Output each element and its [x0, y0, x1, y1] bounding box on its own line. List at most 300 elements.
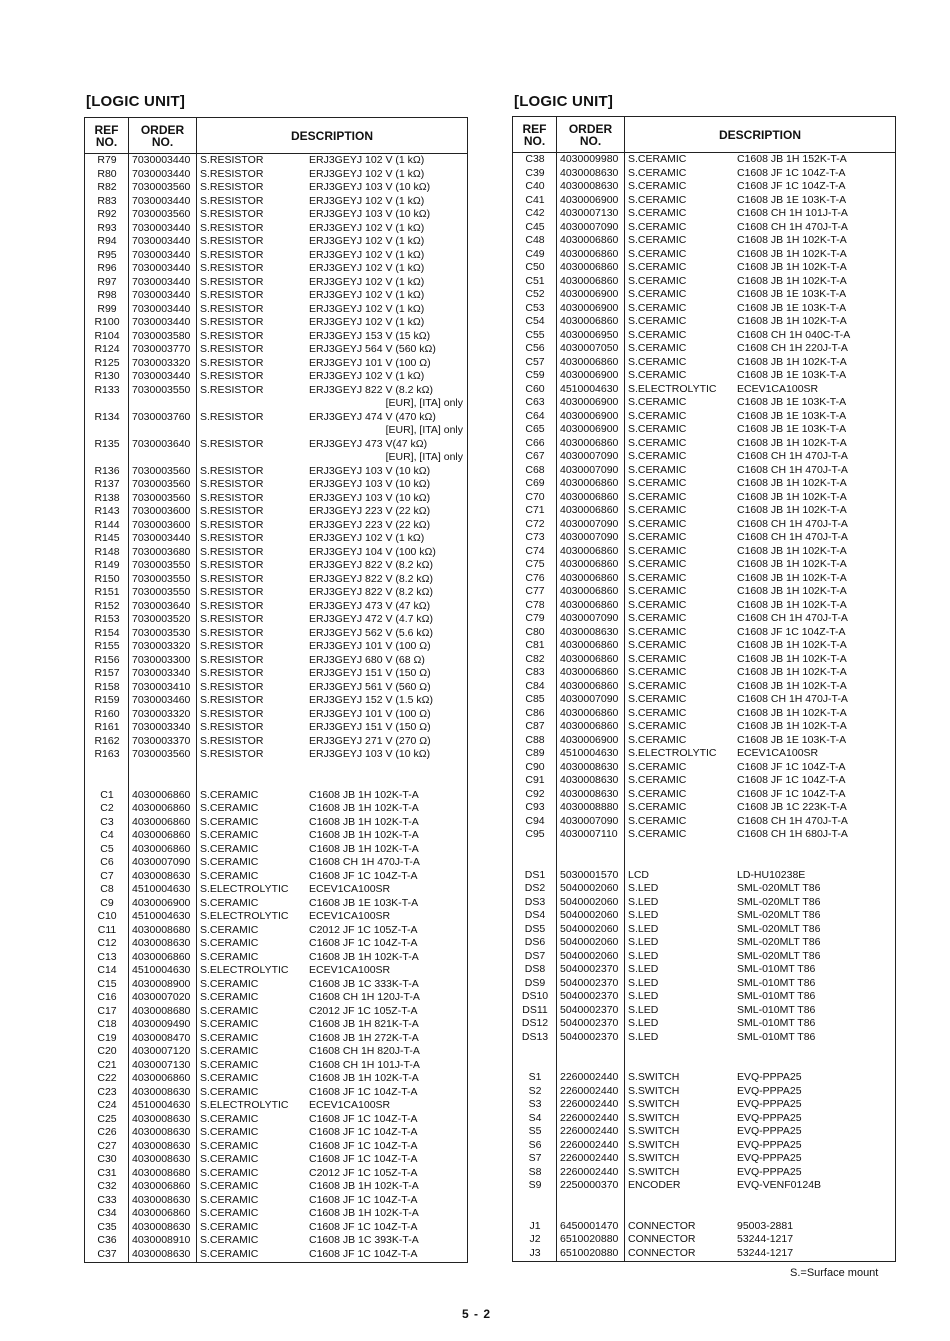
table-row: [85, 519, 467, 533]
ref-no-cell: R97: [97, 275, 117, 288]
order-no-cell: 5040002060: [560, 882, 619, 894]
table-row: [85, 1059, 467, 1073]
order-no-cell: 4030006860: [132, 1207, 191, 1219]
part-type-cell: S.RESISTOR: [200, 302, 264, 315]
table-row: [85, 816, 467, 830]
part-number-cell: C1608 JF 1C 104Z-T-A: [737, 774, 846, 786]
order-no-cell: 7030003440: [132, 275, 191, 288]
ref-no-cell: R148: [94, 545, 120, 558]
part-number-cell: C1608 CH 1H 470J-T-A: [737, 814, 848, 827]
table-row: [513, 342, 895, 356]
order-no-cell: 7030003340: [132, 721, 191, 733]
ref-no-cell: R134: [94, 410, 120, 423]
ref-no-cell: R144: [94, 518, 120, 531]
part-number-cell: SML-010MT T86: [737, 990, 816, 1002]
part-type-cell: S.CERAMIC: [628, 355, 687, 368]
part-number-cell: 53244-1217: [737, 1233, 794, 1245]
part-number-cell: SML-020MLT T86: [737, 909, 821, 921]
part-number-cell: [733, 1058, 895, 1072]
ref-no-cell: R99: [97, 302, 117, 315]
ref-no-cell: R125: [94, 356, 120, 369]
ref-no-cell: [85, 424, 129, 438]
order-no-cell: 4030009980: [560, 153, 619, 165]
table-row: [513, 437, 895, 451]
part-number-cell: C2012 JF 1C 105Z-T-A: [309, 923, 418, 936]
ref-no-cell: C90: [525, 760, 545, 773]
ref-no-cell: [85, 451, 129, 465]
part-type-cell: S.RESISTOR: [200, 545, 264, 558]
order-no-cell: 4510004630: [132, 964, 191, 976]
table-row: [513, 963, 895, 977]
table-row: [513, 153, 895, 167]
table-row: [85, 1194, 467, 1208]
table-row: [513, 491, 895, 505]
order-no-cell: 4030006900: [560, 396, 619, 408]
order-no-cell: 4030006860: [560, 247, 619, 260]
part-number-cell: C1608 CH 1H 470J-T-A: [737, 450, 848, 462]
part-type-cell: S.RESISTOR: [200, 653, 264, 666]
order-no-cell: 4030008680: [132, 1004, 191, 1017]
part-number-cell: C1608 JF 1C 104Z-T-A: [309, 1085, 418, 1098]
part-type-cell: S.RESISTOR: [200, 167, 264, 180]
order-no-cell: 4510004630: [560, 382, 619, 395]
order-no-cell: 4510004630: [560, 747, 619, 759]
order-no-cell: 4030006900: [560, 369, 619, 381]
table-row: [85, 1167, 467, 1181]
column-divider: [556, 153, 557, 1261]
order-no-cell: 4030008630: [560, 180, 619, 192]
table-row: [85, 964, 467, 978]
order-no-cell: 4030008630: [132, 1153, 191, 1165]
part-type-cell: S.CERAMIC: [628, 436, 687, 449]
part-number-cell: C1608 JB 1H 102K-T-A: [737, 720, 847, 732]
order-no-cell: 4030009490: [132, 1018, 191, 1030]
part-type-cell: CONNECTOR: [628, 1233, 696, 1245]
order-no-cell: 7030003320: [132, 640, 191, 652]
description-note-cell: [EUR], [ITA] only: [385, 424, 463, 436]
ref-no-cell: DS9: [524, 976, 546, 989]
order-no-cell: 4030008630: [560, 774, 619, 786]
table-row: [513, 504, 895, 518]
part-number-cell: C2012 JF 1C 105Z-T-A: [309, 1166, 418, 1179]
table-row: [85, 991, 467, 1005]
part-type-cell: S.CERAMIC: [200, 1153, 259, 1165]
table-row: [85, 924, 467, 938]
table-row: [513, 801, 895, 815]
order-no-cell: 4030008880: [560, 801, 619, 813]
part-number-cell: ERJ3GEYJ 223 V (22 kΩ): [309, 518, 431, 531]
ref-no-cell: C88: [525, 733, 545, 746]
table-row: [513, 585, 895, 599]
table-row: [85, 1072, 467, 1086]
part-type-cell: [625, 1193, 733, 1207]
order-no-cell: 7030003640: [132, 437, 191, 450]
part-number-cell: ERJ3GEYJ 561 V (560 Ω): [309, 680, 431, 693]
part-type-cell: S.CERAMIC: [628, 571, 687, 584]
ref-no-cell: C60: [525, 382, 545, 395]
ref-no-cell: C35: [97, 1220, 117, 1233]
ref-no-cell: R156: [94, 653, 120, 666]
part-number-cell: [733, 855, 895, 869]
part-number-cell: ERJ3GEYJ 223 V (22 kΩ): [309, 505, 431, 517]
order-no-cell: [129, 397, 197, 411]
ref-no-cell: C34: [97, 1207, 117, 1219]
part-number-cell: ERJ3GEYJ 473 V(47 kΩ): [309, 437, 428, 450]
part-number-cell: ERJ3GEYJ 103 V (10 kΩ): [309, 208, 431, 220]
note-row: [85, 451, 467, 465]
ref-no-cell: C7: [100, 869, 114, 882]
part-number-cell: C1608 JB 1H 102K-T-A: [309, 1072, 419, 1084]
order-no-cell: 4030006860: [132, 788, 191, 801]
part-number-cell: ERJ3GEYJ 102 V (1 kΩ): [309, 221, 425, 234]
part-type-cell: S.CERAMIC: [200, 1112, 259, 1125]
order-no-cell: 7030003320: [132, 356, 191, 369]
table-row: [85, 762, 467, 776]
table-row: [513, 626, 895, 640]
part-number-cell: C1608 JB 1E 103K-T-A: [737, 396, 847, 408]
part-type-cell: S.RESISTOR: [200, 667, 264, 679]
ref-no-cell: C14: [97, 964, 117, 976]
order-no-header: ORDER NO.: [129, 118, 197, 153]
ref-no-cell: C3: [100, 815, 114, 828]
ref-no-cell: C67: [525, 450, 545, 462]
part-type-cell: S.CERAMIC: [628, 261, 687, 273]
table-row: [85, 748, 467, 762]
table-row: [85, 438, 467, 452]
part-number-cell: C1608 JF 1C 104Z-T-A: [309, 1220, 418, 1233]
part-type-cell: [625, 1044, 733, 1058]
ref-no-cell: R82: [97, 181, 117, 193]
ref-no-cell: R155: [94, 640, 120, 652]
ref-no-cell: C33: [97, 1193, 117, 1206]
part-type-cell: S.RESISTOR: [200, 464, 264, 477]
ref-no-cell: DS4: [524, 909, 546, 921]
page-number: 5 - 2: [462, 1307, 492, 1321]
order-no-cell: 6510020880: [560, 1233, 619, 1245]
ref-no-cell: C64: [525, 409, 545, 422]
order-no-cell: 7030003440: [132, 262, 191, 274]
part-type-cell: S.CERAMIC: [200, 842, 259, 855]
part-type-cell: S.RESISTOR: [200, 707, 264, 720]
order-no-cell: [129, 775, 197, 789]
part-type-cell: S.CERAMIC: [628, 544, 687, 557]
order-no-cell: 4030007020: [132, 991, 191, 1003]
part-type-cell: S.CERAMIC: [200, 1166, 259, 1179]
part-number-cell: C1608 JB 1E 103K-T-A: [737, 423, 847, 435]
part-type-cell: S.CERAMIC: [628, 706, 687, 719]
table-row: [85, 505, 467, 519]
ref-no-cell: C45: [525, 220, 545, 233]
part-number-cell: C1608 JF 1C 104Z-T-A: [309, 1153, 418, 1165]
part-type-cell: S.LED: [628, 895, 659, 908]
table-row: [513, 275, 895, 289]
order-no-cell: 7030003440: [132, 532, 191, 544]
part-type-cell: S.CERAMIC: [628, 396, 687, 408]
part-number-cell: C1608 JB 1C 223K-T-A: [737, 801, 847, 813]
part-number-cell: ERJ3GEYJ 822 V (8.2 kΩ): [309, 383, 433, 396]
part-number-cell: C1608 JF 1C 104Z-T-A: [309, 1126, 418, 1138]
table-row: [85, 262, 467, 276]
part-number-cell: C1608 JB 1H 102K-T-A: [309, 802, 419, 814]
part-number-cell: ERJ3GEYJ 680 V (68 Ω): [309, 653, 425, 666]
part-number-cell: ERJ3GEYJ 822 V (8.2 kΩ): [309, 586, 433, 598]
table-row: [513, 680, 895, 694]
part-number-cell: 95003-2881: [737, 1219, 794, 1232]
order-no-cell: 7030003640: [132, 599, 191, 612]
ref-no-cell: S3: [528, 1098, 542, 1110]
order-no-cell: 2260002440: [560, 1084, 619, 1097]
part-number-cell: SML-020MLT T86: [737, 895, 821, 908]
order-no-cell: 4030006860: [560, 544, 619, 557]
table-row: [85, 1207, 467, 1221]
part-number-cell: C1608 JB 1H 102K-T-A: [737, 598, 847, 611]
order-no-cell: 4030008680: [132, 1166, 191, 1179]
ref-no-cell: C83: [525, 666, 545, 678]
ref-no-cell: R80: [97, 167, 117, 180]
order-no-cell: [557, 1206, 625, 1220]
column-divider: [196, 154, 197, 1262]
table-row: [513, 1220, 895, 1234]
description-header: DESCRIPTION: [290, 128, 373, 143]
order-no-cell: 4030008630: [132, 1126, 191, 1138]
table-row: [513, 1125, 895, 1139]
table-row: [85, 1099, 467, 1113]
table-row: [85, 289, 467, 303]
order-no-cell: 4030008630: [132, 937, 191, 949]
part-number-cell: ECEV1CA100SR: [309, 883, 391, 895]
part-number-cell: EVQ-PPPA25: [737, 1084, 802, 1097]
part-type-cell: S.CERAMIC: [628, 652, 687, 665]
order-no-cell: 4030006860: [560, 652, 619, 665]
order-no-cell: 4030006860: [560, 558, 619, 570]
ref-no-cell: C84: [525, 679, 545, 692]
order-no-cell: 7030003440: [132, 154, 191, 166]
part-number-cell: C1608 JF 1C 104Z-T-A: [737, 166, 846, 179]
ref-no-cell: R153: [94, 613, 120, 625]
part-number-cell: ERJ3GEYJ 102 V (1 kΩ): [309, 167, 425, 180]
order-no-cell: [557, 1193, 625, 1207]
ref-no-cell: C51: [525, 274, 545, 287]
part-type-cell: S.CERAMIC: [628, 801, 687, 813]
part-number-cell: EVQ-PPPA25: [737, 1111, 802, 1124]
order-no-cell: 4030007090: [560, 517, 619, 530]
table-row: [513, 194, 895, 208]
ref-no-cell: [513, 1058, 557, 1072]
part-number-cell: C1608 JB 1H 102K-T-A: [737, 261, 847, 273]
part-number-cell: ERJ3GEYJ 822 V (8.2 kΩ): [309, 572, 433, 585]
part-type-cell: S.CERAMIC: [200, 1058, 259, 1071]
part-number-cell: EVQ-PPPA25: [737, 1165, 802, 1178]
part-number-cell: C1608 JF 1C 104Z-T-A: [309, 1112, 418, 1125]
part-number-cell: SML-020MLT T86: [737, 949, 821, 962]
part-type-cell: S.CERAMIC: [628, 679, 687, 692]
ref-no-cell: R161: [94, 721, 120, 733]
part-number-cell: C1608 JB 1H 102K-T-A: [737, 315, 847, 327]
order-no-cell: 4030006860: [560, 720, 619, 732]
order-no-cell: [557, 855, 625, 869]
table-row: [513, 369, 895, 383]
ref-no-cell: R143: [94, 505, 120, 517]
table-row: [85, 951, 467, 965]
table-row: [85, 532, 467, 546]
part-number-cell: ERJ3GEYJ 472 V (4.7 kΩ): [309, 613, 433, 625]
ref-no-cell: R149: [94, 559, 120, 571]
ref-no-cell: C72: [525, 517, 545, 530]
table-row: [513, 747, 895, 761]
order-no-cell: 7030003410: [132, 680, 191, 693]
part-number-cell: ERJ3GEYJ 102 V (1 kΩ): [309, 235, 425, 247]
part-type-cell: S.CERAMIC: [628, 315, 687, 327]
part-number-cell: C1608 CH 1H 470J-T-A: [737, 463, 848, 476]
ref-no-cell: S2: [528, 1084, 542, 1097]
part-number-cell: C1608 JB 1H 102K-T-A: [737, 490, 847, 503]
table-row: [85, 303, 467, 317]
column-divider: [624, 153, 625, 1261]
order-no-cell: 4030006900: [560, 301, 619, 314]
order-no-cell: 4030008470: [132, 1031, 191, 1044]
part-type-cell: S.CERAMIC: [628, 477, 687, 489]
column-divider: [128, 154, 129, 1262]
order-no-cell: 4030006860: [560, 315, 619, 327]
ref-no-cell: C15: [97, 977, 117, 990]
ref-no-cell: R98: [97, 289, 117, 301]
order-no-cell: 4030006860: [560, 706, 619, 719]
part-type-cell: S.RESISTOR: [200, 505, 264, 517]
order-no-cell: 5040002370: [560, 1017, 619, 1029]
part-type-cell: S.CERAMIC: [628, 342, 687, 354]
ref-no-cell: C68: [525, 463, 545, 476]
part-number-cell: ERJ3GEYJ 103 V (10 kΩ): [309, 491, 431, 504]
part-number-cell: C1608 JB 1H 102K-T-A: [737, 639, 847, 651]
part-number-cell: SML-020MLT T86: [737, 922, 821, 935]
order-no-cell: 7030003770: [132, 343, 191, 355]
part-type-cell: S.CERAMIC: [628, 625, 687, 638]
table-row: [85, 586, 467, 600]
table-row: [85, 870, 467, 884]
part-number-cell: C1608 CH 1H 101J-T-A: [309, 1058, 420, 1071]
part-number-cell: SML-020MLT T86: [737, 882, 821, 894]
part-number-cell: C1608 JB 1H 102K-T-A: [737, 274, 847, 287]
table-row: [85, 721, 467, 735]
ref-no-cell: R160: [94, 707, 120, 720]
ref-no-cell: DS8: [524, 963, 546, 975]
ref-no-cell: C30: [97, 1153, 117, 1165]
order-no-cell: [557, 1058, 625, 1072]
part-type-cell: S.CERAMIC: [628, 720, 687, 732]
part-number-cell: C1608 JB 1H 821K-T-A: [309, 1018, 419, 1030]
table-row: [85, 978, 467, 992]
part-number-cell: ECEV1CA100SR: [309, 1099, 391, 1111]
table-row: [85, 667, 467, 681]
order-no-cell: 4030007090: [560, 531, 619, 543]
part-type-cell: S.CERAMIC: [628, 450, 687, 462]
ref-no-cell: C1: [100, 788, 114, 801]
order-no-cell: 7030003440: [132, 248, 191, 261]
order-no-cell: 4030006900: [560, 409, 619, 422]
ref-no-cell: DS3: [524, 895, 546, 908]
part-type-cell: S.CERAMIC: [200, 856, 259, 868]
ref-no-cell: C50: [525, 261, 545, 273]
ref-no-cell: R79: [97, 154, 117, 166]
table-row: [85, 694, 467, 708]
order-no-cell: 4030007090: [560, 463, 619, 476]
ref-no-cell: S7: [528, 1152, 542, 1164]
part-type-cell: S.ELECTROLYTIC: [628, 747, 717, 759]
description-note-cell: [EUR], [ITA] only: [385, 397, 463, 409]
part-type-cell: S.CERAMIC: [200, 1126, 259, 1138]
table-row: [85, 1180, 467, 1194]
table-row: [85, 411, 467, 425]
part-number-cell: EVQ-PPPA25: [737, 1098, 802, 1110]
order-no-cell: 4030008630: [132, 869, 191, 882]
ref-no-cell: C59: [525, 369, 545, 381]
order-no-cell: 4030007130: [560, 207, 619, 219]
ref-no-cell: C85: [525, 693, 545, 705]
table-row: [513, 923, 895, 937]
ref-no-cell: [513, 1206, 557, 1220]
part-type-cell: S.CERAMIC: [628, 639, 687, 651]
order-no-cell: 4030006860: [560, 490, 619, 503]
table-row: [85, 276, 467, 290]
ref-no-cell: [513, 1193, 557, 1207]
part-number-cell: ERJ3GEYJ 271 V (270 Ω): [309, 734, 431, 747]
table-row: [513, 329, 895, 343]
part-number-cell: C1608 JB 1C 333K-T-A: [309, 977, 419, 990]
table-row: [513, 842, 895, 856]
part-type-cell: S.CERAMIC: [200, 1072, 259, 1084]
order-no-cell: 7030003440: [132, 194, 191, 207]
part-type-cell: S.SWITCH: [628, 1125, 680, 1137]
part-type-cell: CONNECTOR: [628, 1219, 696, 1232]
ref-no-cell: C20: [97, 1045, 117, 1057]
part-type-cell: S.RESISTOR: [200, 478, 264, 490]
order-no-cell: 4030008630: [560, 760, 619, 773]
ref-no-cell: C56: [525, 342, 545, 354]
order-no-cell: 4030006860: [560, 504, 619, 516]
table-row: [85, 1032, 467, 1046]
table-row: [513, 774, 895, 788]
ref-no-cell: C16: [97, 991, 117, 1003]
part-number-cell: SML-010MT T86: [737, 1030, 816, 1043]
part-number-cell: ERJ3GEYJ 102 V (1 kΩ): [309, 289, 425, 301]
order-no-cell: 7030003320: [132, 707, 191, 720]
part-type-cell: S.CERAMIC: [628, 585, 687, 597]
order-no-cell: 4030006900: [560, 193, 619, 206]
part-number-cell: ERJ3GEYJ 102 V (1 kΩ): [309, 194, 425, 207]
order-no-cell: 4030006860: [132, 802, 191, 814]
order-no-cell: 7030003560: [132, 491, 191, 504]
part-number-cell: C1608 JB 1H 102K-T-A: [737, 666, 847, 678]
table-row: [85, 735, 467, 749]
part-type-cell: S.CERAMIC: [200, 1004, 259, 1017]
note-row: [85, 397, 467, 411]
ref-no-cell: C27: [97, 1139, 117, 1152]
table-row: [85, 1140, 467, 1154]
part-type-cell: [197, 762, 305, 776]
table-row: [513, 207, 895, 221]
order-no-cell: [129, 762, 197, 776]
part-type-cell: S.CERAMIC: [200, 923, 259, 936]
order-no-cell: 7030003550: [132, 383, 191, 396]
table-row: [513, 1017, 895, 1031]
order-no-cell: 4030006860: [132, 1072, 191, 1084]
part-type-cell: S.ELECTROLYTIC: [200, 1099, 289, 1111]
order-no-cell: 4030006860: [132, 815, 191, 828]
table-body: [513, 153, 895, 1261]
part-type-cell: S.LED: [628, 909, 659, 921]
part-type-cell: S.RESISTOR: [200, 748, 264, 760]
ref-no-cell: C6: [100, 856, 114, 868]
